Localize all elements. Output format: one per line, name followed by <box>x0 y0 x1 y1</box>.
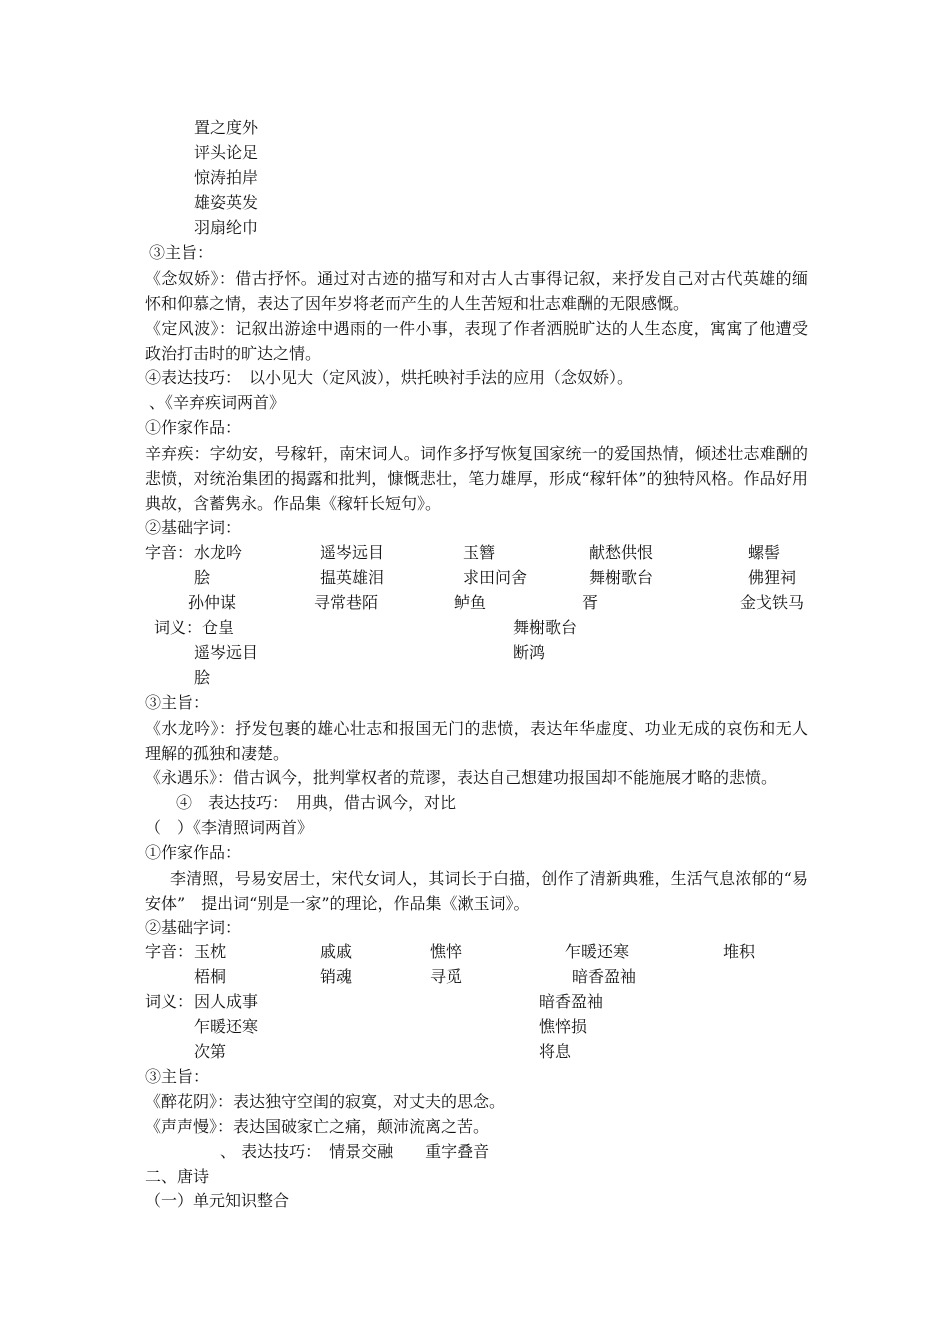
word-item: 羽扇纶巾 <box>194 218 259 237</box>
word-item: 评头论足 <box>194 143 259 162</box>
pronunciation-label: 字音： <box>145 942 194 961</box>
technique-line: ④表达技巧： 以小见大（定风波），烘托映衬手法的应用（念奴娇）。 <box>145 368 634 387</box>
pron-word: 揾英雄泪 <box>320 568 385 587</box>
basic-words-heading: ②基础字词： <box>145 518 242 537</box>
theme-heading: ③主旨： <box>145 1067 210 1086</box>
subsection-title: （一）单元知识整合 <box>145 1191 290 1210</box>
pron-word: 戚戚 <box>320 942 353 961</box>
meaning-word: 脍 <box>194 668 211 687</box>
pron-word: 寻常巷陌 <box>314 593 379 612</box>
theme-shengshengman: 《声声慢》：表达国破家亡之痛，颠沛流离之苦。 <box>145 1117 490 1136</box>
meaning-word: 将息 <box>539 1042 572 1061</box>
meaning-word: 次第 <box>194 1042 227 1061</box>
meaning-word: 断鸿 <box>513 643 546 662</box>
meaning-word: 暗香盈袖 <box>539 992 604 1011</box>
pron-word: 求田问舍 <box>463 568 528 587</box>
pronunciation-label: 字音： <box>145 543 194 562</box>
pron-word: 胥 <box>582 593 599 612</box>
pron-word: 遥岑远目 <box>320 543 385 562</box>
pron-word: 寻觅 <box>430 967 463 986</box>
technique-line: 、 表达技巧： 情景交融 重字叠音 <box>220 1142 490 1161</box>
pron-word: 乍暖还寒 <box>565 942 630 961</box>
word-item: 惊涛拍岸 <box>194 168 259 187</box>
pron-word: 螺髻 <box>748 543 781 562</box>
theme-heading: ③主旨： <box>145 693 210 712</box>
section-title-tang: 二、唐诗 <box>145 1167 210 1186</box>
section-title-li: （ ）《李清照词两首》 <box>145 818 314 837</box>
meaning-word: 遥岑远目 <box>194 643 259 662</box>
meaning-word: 仓皇 <box>202 618 235 637</box>
meaning-word: 乍暖还寒 <box>194 1017 259 1036</box>
pron-word: 水龙吟 <box>194 543 243 562</box>
pron-word: 玉枕 <box>194 942 227 961</box>
theme-heading: ③主旨： <box>149 243 214 262</box>
author-text-xin: 辛弃疾：字幼安，号稼轩，南宋词人。词作多抒写恢复国家统一的爱国热情，倾述壮志难酬的悲愤，对统治集团的揭露和批判，慷慨悲壮，笔力雄厚，形成“稼轩体”的独特风格。作品好用典故，含蓄隽永。作品集《稼轩长短句》。 <box>145 444 808 513</box>
pron-word: 佛狸祠 <box>748 568 797 587</box>
theme-dingfengbo: 《定风波》：记叙出游途中遇雨的一件小事，表现了作者洒脱旷达的人生态度，寓寓了他遭受政治打击时的旷达之情。 <box>145 319 808 363</box>
theme-zuihuayin: 《醉花阴》：表达独守空闺的寂寞，对丈夫的思念。 <box>145 1092 506 1111</box>
pron-word: 舞榭歌台 <box>589 568 654 587</box>
author-heading: ①作家作品： <box>145 418 242 437</box>
pron-word: 憔悴 <box>430 942 463 961</box>
technique-line: ④ 表达技巧： 用典，借古讽今，对比 <box>176 793 457 812</box>
theme-niannujiao: 《念奴娇》：借古抒怀。通过对古迹的描写和对古人古事得记叙，来抒发自己对古代英雄的缅怀和仰慕之情，表达了因年岁将老而产生的人生苦短和壮志难酬的无限感慨。 <box>145 269 808 313</box>
pron-word: 孙仲谋 <box>188 593 237 612</box>
meaning-label: 词义： <box>145 992 194 1011</box>
pron-word: 金戈铁马 <box>740 593 805 612</box>
meaning-word: 舞榭歌台 <box>513 618 578 637</box>
meaning-label: 词义： <box>154 618 203 637</box>
pron-word: 梧桐 <box>194 967 227 986</box>
pron-word: 玉簪 <box>463 543 496 562</box>
author-heading: ①作家作品： <box>145 843 242 862</box>
basic-words-heading: ②基础字词： <box>145 918 242 937</box>
theme-yongyule: 《永遇乐》：借古讽今，批判掌权者的荒谬，表达自己想建功报国却不能施展才略的悲愤。 <box>145 768 778 787</box>
pron-word: 暗香盈袖 <box>572 967 637 986</box>
pron-word: 脍 <box>194 568 211 587</box>
word-item: 置之度外 <box>194 118 259 137</box>
pron-word: 鲈鱼 <box>454 593 487 612</box>
pron-word: 堆积 <box>723 942 756 961</box>
pron-word: 献愁供恨 <box>589 543 654 562</box>
theme-shuilongyin: 《水龙吟》：抒发包裹的雄心壮志和报国无门的悲愤，表达年华虚度、功业无成的哀伤和无人理解的孤独和凄楚。 <box>145 719 808 763</box>
word-item: 雄姿英发 <box>194 193 259 212</box>
pron-word: 销魂 <box>320 967 353 986</box>
meaning-word: 因人成事 <box>194 992 259 1011</box>
section-title-xin: 、《辛弃疾词两首》 <box>149 393 286 412</box>
author-text-li: 李清照，号易安居士，宋代女词人，其词长于白描，创作了清新典雅，生活气息浓郁的“易安体” 提出词“别是一家”的理论，作品集《漱玉词》。 <box>145 869 808 913</box>
meaning-word: 憔悴损 <box>539 1017 588 1036</box>
